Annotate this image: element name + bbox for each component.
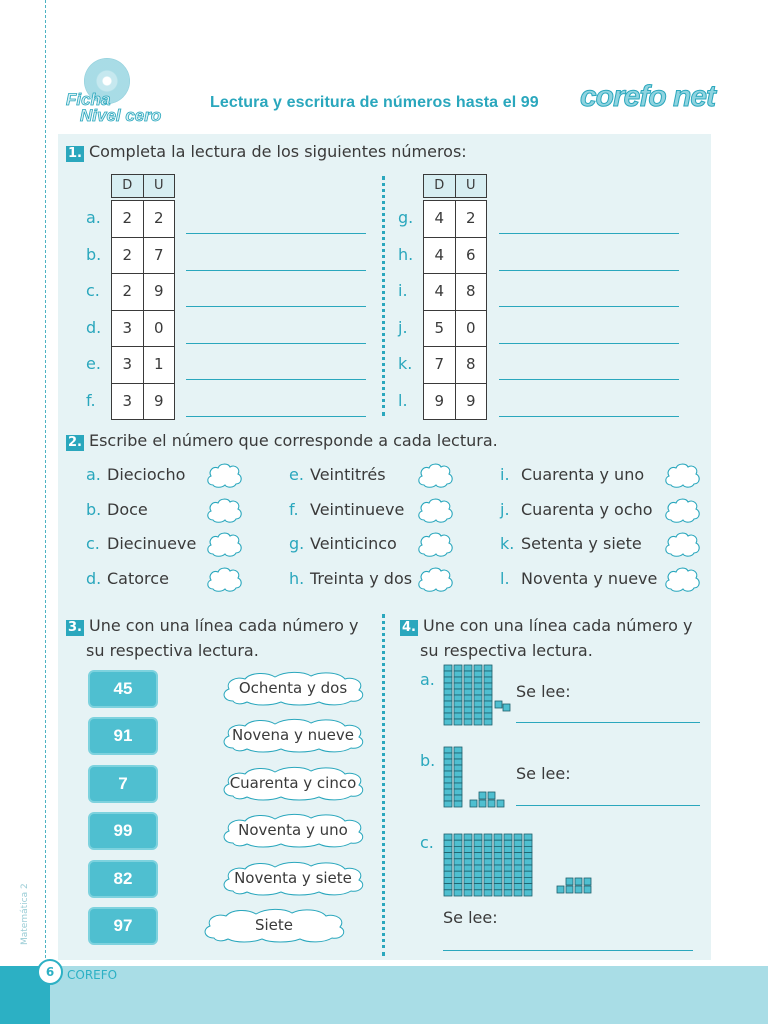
answer-cloud[interactable] [415, 530, 455, 558]
one-cube [495, 701, 502, 708]
du-cell-d: 3 [112, 347, 144, 383]
ten-rod [514, 834, 522, 896]
du-header-u: U [465, 178, 476, 193]
item-letter: a. [420, 670, 435, 689]
q4-line2: su respectiva lectura. [420, 641, 593, 660]
item-letter: i. [398, 281, 408, 300]
word-cloud[interactable] [219, 765, 367, 801]
du-cell-u: 2 [465, 209, 476, 227]
du-cell-d: 2 [112, 201, 144, 237]
du-row [112, 238, 174, 275]
reading-text: Noventa y nueve [521, 568, 658, 588]
answer-line[interactable] [186, 306, 366, 307]
reading-text: Dieciocho [107, 465, 186, 484]
item-letter: h. [398, 244, 414, 264]
ten-rod [464, 834, 472, 896]
answer-line[interactable] [516, 722, 700, 723]
q1-divider [382, 176, 385, 416]
answer-line[interactable] [516, 805, 700, 806]
answer-line[interactable] [499, 343, 679, 344]
reading-text: Veinticinco [310, 534, 397, 553]
du-cell-u: 0 [153, 318, 164, 337]
du-header-d: D [112, 175, 144, 197]
word-text: Noventa y siete [234, 868, 352, 887]
one-cube [566, 886, 573, 893]
reading-text: Veintitrés [310, 465, 386, 484]
ten-rod [454, 747, 462, 807]
answer-line[interactable] [499, 379, 679, 380]
q1-heading [66, 142, 467, 162]
answer-cloud[interactable] [662, 530, 702, 558]
item-letter: c. [86, 534, 100, 553]
reading-text: Setenta y siete [521, 534, 642, 553]
item-letter: i. [500, 465, 510, 484]
du-cell-d: 4 [424, 238, 456, 274]
du-cell-u: 9 [153, 391, 164, 410]
du-table-header [423, 174, 487, 198]
ones-cubes [494, 700, 544, 722]
answer-cloud[interactable] [662, 565, 702, 593]
q3-line1: Une con una línea cada número y [88, 616, 359, 635]
word-text: Siete [254, 916, 294, 934]
item-letter: k. [398, 354, 413, 373]
reading-text: Treinta y dos [310, 568, 413, 588]
ten-rod [444, 665, 452, 725]
word-text: Novena y nueve [232, 726, 354, 745]
item-letter: j. [398, 317, 408, 337]
item-letter: c. [420, 833, 434, 852]
reading-text: Cuarenta y ocho [521, 499, 653, 519]
item-letter: j. [500, 499, 510, 519]
du-cell-u: 6 [465, 245, 476, 264]
one-cube [503, 704, 510, 711]
du-cell-u: 9 [465, 391, 476, 410]
du-table [111, 200, 175, 420]
du-cell-d: 3 [112, 384, 144, 420]
reading-text: Cuarenta y uno [521, 465, 645, 484]
answer-line[interactable] [443, 950, 693, 951]
answer-line[interactable] [186, 270, 366, 271]
item-letter: g. [398, 208, 414, 227]
ten-rod [444, 834, 452, 896]
left-margin-rule [45, 0, 46, 958]
answer-cloud[interactable] [204, 496, 244, 524]
ten-rod [454, 665, 462, 725]
one-cube [479, 800, 486, 807]
ten-rod [484, 834, 492, 896]
du-cell-u: 9 [153, 282, 164, 300]
ten-rod [504, 834, 512, 896]
tens-rods [443, 833, 535, 897]
du-cell-u: 1 [153, 355, 164, 373]
item-letter: e. [289, 465, 304, 484]
item-letter: b. [420, 751, 436, 770]
item-letter: l. [500, 568, 510, 588]
one-cube [497, 800, 504, 807]
ten-rod [494, 834, 502, 896]
du-table [423, 200, 487, 420]
du-cell-u: 0 [465, 318, 476, 337]
one-cube [566, 878, 573, 885]
du-cell-d: 5 [424, 311, 456, 347]
q3-line2: su respectiva lectura. [86, 641, 259, 660]
word-text: Noventa y uno [238, 821, 348, 840]
answer-cloud[interactable] [204, 530, 244, 558]
du-header-u: U [153, 178, 164, 193]
q4-line1: Une con una línea cada número y [422, 616, 693, 635]
du-row [424, 274, 486, 311]
se-lee-label: Se lee: [443, 908, 498, 927]
one-cube [575, 878, 582, 885]
du-row [112, 347, 174, 384]
word-cloud[interactable] [219, 670, 367, 706]
q1-text: Completa la lectura de los siguientes números: [88, 142, 467, 161]
answer-cloud[interactable] [662, 496, 702, 524]
du-cell-u: 8 [465, 282, 476, 300]
word-cloud[interactable] [219, 860, 367, 896]
ones-cubes [469, 791, 519, 813]
ten-rod [444, 747, 452, 807]
du-cell-u: 7 [153, 245, 164, 264]
reading-text: Veintinueve [310, 499, 405, 519]
q3-q4-divider [382, 614, 385, 956]
footer-brand: COREFO [67, 968, 118, 982]
du-cell-d: 4 [424, 201, 456, 237]
one-cube [557, 886, 564, 893]
page-number: 6 [37, 959, 63, 985]
item-letter: d. [86, 568, 102, 588]
item-letter: l. [398, 390, 408, 410]
du-row [424, 311, 486, 348]
item-letter: a. [86, 208, 101, 227]
word-cloud[interactable] [219, 812, 367, 848]
answer-cloud[interactable] [662, 461, 702, 489]
du-table-header [111, 174, 175, 198]
ten-rod [524, 834, 532, 896]
answer-cloud[interactable] [415, 461, 455, 489]
answer-line[interactable] [186, 233, 366, 234]
du-cell-d: 9 [424, 384, 456, 420]
ones-cubes [556, 877, 606, 899]
q1-number: 1. [68, 146, 82, 161]
answer-line[interactable] [186, 379, 366, 380]
reading-text: Diecinueve [107, 534, 197, 553]
ten-rod [474, 834, 482, 896]
q2-heading [66, 431, 498, 451]
du-row [112, 201, 174, 238]
one-cube [488, 792, 495, 799]
q3-number: 3. [68, 620, 82, 635]
reading-text: Doce [107, 499, 148, 519]
du-row [424, 201, 486, 238]
ten-rod [464, 665, 472, 725]
number-box[interactable]: 45 [88, 670, 158, 708]
item-letter: g. [289, 534, 305, 553]
q3-heading [66, 613, 371, 663]
word-cloud[interactable] [219, 717, 367, 753]
ten-rod [484, 665, 492, 725]
answer-line[interactable] [499, 306, 679, 307]
reading-text: Catorce [107, 568, 169, 588]
item-letter: f. [289, 499, 299, 519]
answer-cloud[interactable] [204, 565, 244, 593]
item-letter: e. [86, 354, 101, 373]
one-cube [584, 878, 591, 885]
tens-rods [443, 746, 465, 808]
du-cell-u: 2 [153, 209, 164, 227]
du-row [112, 311, 174, 348]
one-cube [470, 800, 477, 807]
tens-rods [443, 664, 495, 726]
item-letter: c. [86, 281, 100, 300]
number-box[interactable]: 82 [88, 860, 158, 898]
number-box[interactable]: 91 [88, 717, 158, 755]
word-cloud[interactable] [200, 907, 348, 943]
item-letter: b. [86, 499, 102, 519]
number-box[interactable]: 7 [88, 765, 158, 803]
du-row [424, 347, 486, 384]
du-row [112, 384, 174, 420]
item-letter: d. [86, 317, 102, 337]
number-box[interactable]: 99 [88, 812, 158, 850]
se-lee-label: Se lee: [516, 682, 571, 701]
one-cube [575, 886, 582, 893]
item-letter: h. [289, 568, 305, 588]
du-cell-d: 2 [112, 274, 144, 310]
du-header-d: D [424, 175, 456, 197]
one-cube [488, 800, 495, 807]
one-cube [584, 886, 591, 893]
item-letter: f. [86, 390, 96, 410]
answer-cloud[interactable] [415, 565, 455, 593]
du-cell-d: 3 [112, 311, 144, 347]
du-row [424, 384, 486, 420]
item-letter: k. [500, 534, 515, 553]
answer-cloud[interactable] [415, 496, 455, 524]
item-letter: b. [86, 244, 102, 264]
number-box[interactable]: 97 [88, 907, 158, 945]
side-subject-label: Matemática 2 [20, 883, 30, 945]
answer-line[interactable] [186, 343, 366, 344]
du-row [112, 274, 174, 311]
du-row [424, 238, 486, 275]
du-cell-d: 4 [424, 274, 456, 310]
du-cell-d: 7 [424, 347, 456, 383]
q2-number: 2. [68, 435, 82, 450]
q4-heading [400, 613, 705, 663]
answer-line[interactable] [186, 416, 366, 417]
se-lee-label: Se lee: [516, 764, 571, 783]
page-title: Lectura y escritura de números hasta el 99 [210, 94, 539, 111]
answer-cloud[interactable] [204, 461, 244, 489]
one-cube [479, 792, 486, 799]
ficha-logo: Ficha Nivel cero [66, 90, 162, 125]
answer-line[interactable] [499, 233, 679, 234]
word-text: Cuarenta y cinco [229, 773, 357, 792]
brand-logo: corefo net [580, 80, 716, 113]
answer-line[interactable] [499, 270, 679, 271]
du-cell-u: 8 [465, 355, 476, 373]
q2-text: Escribe el número que corresponde a cada lectura. [88, 431, 498, 450]
q4-number: 4. [402, 620, 416, 635]
answer-line[interactable] [499, 416, 679, 417]
ten-rod [454, 834, 462, 896]
word-text: Ochenta y dos [238, 679, 348, 697]
du-cell-d: 2 [112, 238, 144, 274]
item-letter: a. [86, 465, 101, 484]
ten-rod [474, 665, 482, 725]
